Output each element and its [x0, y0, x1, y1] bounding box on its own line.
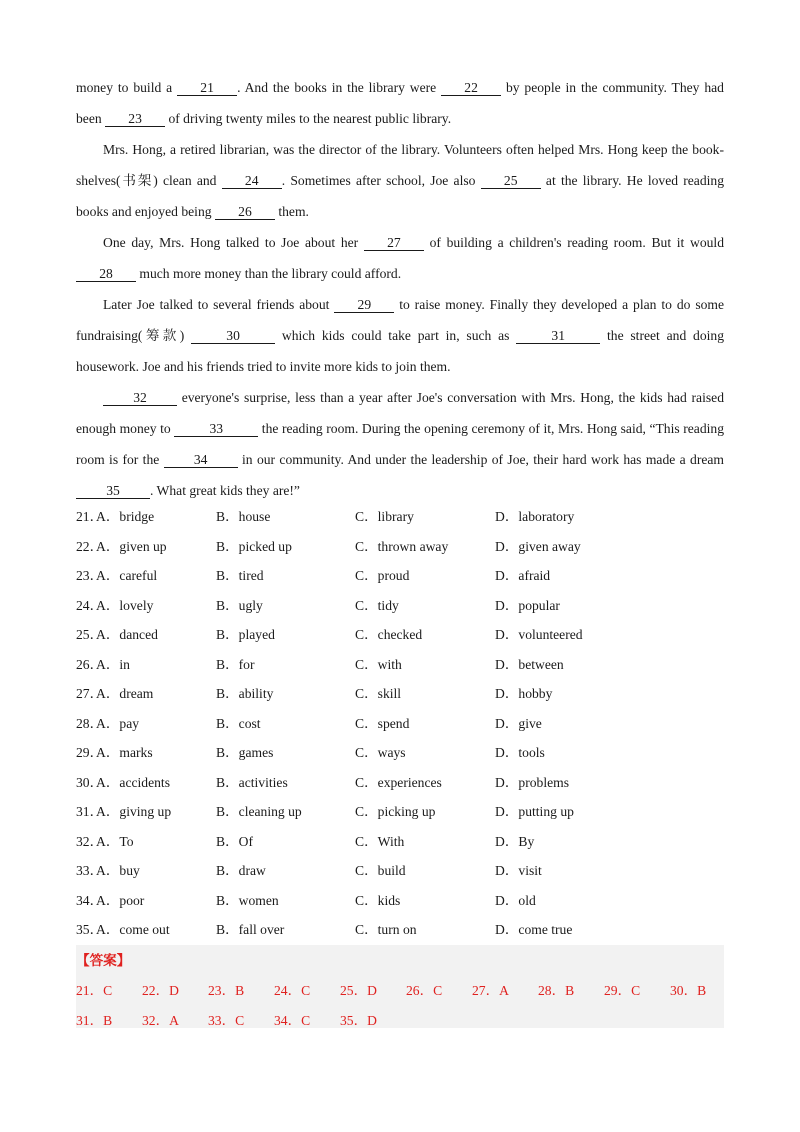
answer-item: 33．C — [208, 1013, 245, 1028]
option-b: B．ugly — [216, 597, 263, 613]
question-number: 35． — [76, 922, 104, 937]
option-b: B．fall over — [216, 922, 285, 937]
paragraph-5: 32 everyone's surprise, less than a year after Joe's conversation with Mrs. Hong, the kids had raised enough money to 33 the reading room. During the opening ceremony of it, Mrs. Hong said, “This reading room is for the 34 in our community. And under the leadership of Joe, their hard work has made a dream 35 . What great kids they are!” — [76, 390, 724, 498]
answer-key — [76, 945, 724, 1028]
question-number: 27． — [76, 686, 104, 701]
answer-item: 28．B — [538, 983, 575, 998]
option-b: B．picked up — [216, 538, 292, 554]
question-row — [76, 917, 736, 947]
option-b: B．cleaning up — [216, 804, 302, 819]
question-number: 33． — [76, 863, 104, 878]
paragraph-1: money to build a 21 . And the books in the library were 22 by people in the community. They had been 23 of driving twenty miles to the nearest public library. — [76, 80, 724, 126]
answer-item: 35．D — [340, 1013, 378, 1028]
option-c: C．proud — [355, 568, 410, 583]
option-c: C．ways — [355, 745, 406, 760]
question-number: 22． — [76, 538, 104, 554]
blank-31: 31 — [516, 328, 600, 344]
option-b: B．cost — [216, 715, 261, 731]
option-d: D．between — [495, 656, 564, 672]
question-row — [76, 622, 736, 652]
blank-35: 35 — [76, 483, 150, 499]
option-d: D．old — [495, 892, 536, 908]
blank-30: 30 — [191, 328, 275, 344]
blank-32: 32 — [103, 390, 177, 406]
option-a: A．in — [96, 656, 130, 672]
option-d: D．putting up — [495, 804, 574, 819]
question-number: 31． — [76, 804, 104, 819]
option-d: D．afraid — [495, 568, 551, 583]
option-d: D．popular — [495, 597, 560, 613]
question-number: 26． — [76, 656, 104, 672]
option-a: A．marks — [96, 745, 153, 760]
option-c: C．library — [355, 509, 414, 524]
answer-item: 31．B — [76, 1013, 113, 1028]
option-d: D．hobby — [495, 686, 553, 701]
option-d: D．volunteered — [495, 627, 583, 642]
answer-options — [76, 504, 736, 947]
question-number: 25． — [76, 627, 104, 642]
question-row — [76, 711, 736, 741]
blank-22: 22 — [441, 80, 501, 96]
question-row — [76, 740, 736, 770]
question-number: 28． — [76, 715, 104, 731]
option-d: D．By — [495, 833, 535, 849]
option-d: D．given away — [495, 538, 581, 554]
question-row — [76, 681, 736, 711]
paragraph-4: Later Joe talked to several friends about 29 to raise money. Finally they developed a plan to do some fundraising(筹款) 30 which kids could take part in, such as 31 the street and doing housework. Joe and his friends tried to invite more kids to join them. — [76, 297, 725, 374]
option-b: B．house — [216, 509, 271, 524]
question-row — [76, 858, 736, 888]
option-d: D．come true — [495, 922, 573, 937]
cloze-passage — [76, 72, 724, 506]
question-row — [76, 534, 736, 564]
option-a: A．pay — [96, 715, 140, 731]
question-row — [76, 504, 736, 534]
option-c: C．with — [355, 656, 402, 672]
option-c: C．skill — [355, 686, 402, 701]
option-a: A．lovely — [96, 597, 154, 613]
question-row — [76, 770, 736, 800]
answer-item: 32．A — [142, 1013, 180, 1028]
question-number: 32． — [76, 833, 104, 849]
option-c: C．With — [355, 833, 405, 849]
answer-item: 34．C — [274, 1013, 311, 1028]
option-c: C．spend — [355, 715, 410, 731]
question-row — [76, 799, 736, 829]
blank-29: 29 — [334, 297, 394, 313]
option-d: D．problems — [495, 774, 570, 790]
option-a: A．giving up — [96, 804, 172, 819]
question-row — [76, 888, 736, 918]
option-a: A．dream — [96, 686, 154, 701]
option-b: B．women — [216, 892, 279, 908]
question-row — [76, 829, 736, 859]
option-c: C．kids — [355, 892, 401, 908]
blank-34: 34 — [164, 452, 238, 468]
question-number: 21． — [76, 509, 104, 524]
option-b: B．played — [216, 627, 275, 642]
blank-27: 27 — [364, 235, 424, 251]
option-a: A．given up — [96, 538, 167, 554]
question-row — [76, 652, 736, 682]
option-a: A．bridge — [96, 509, 155, 524]
option-d: D．give — [495, 715, 542, 731]
option-d: D．visit — [495, 863, 542, 878]
option-a: A．careful — [96, 568, 158, 583]
option-c: C．tidy — [355, 597, 399, 613]
option-a: A．danced — [96, 627, 158, 642]
blank-25: 25 — [481, 173, 541, 189]
option-a: A．To — [96, 833, 134, 849]
question-number: 29． — [76, 745, 104, 760]
option-b: B．games — [216, 745, 274, 760]
paragraph-3: One day, Mrs. Hong talked to Joe about her 27 of building a children's reading room. But it would 28 much more money than the library could afford. — [76, 227, 724, 289]
question-number: 30． — [76, 774, 104, 790]
option-a: A．accidents — [96, 774, 170, 790]
question-row — [76, 563, 736, 593]
blank-28: 28 — [76, 266, 136, 282]
option-c: C．experiences — [355, 774, 442, 790]
blank-26: 26 — [215, 204, 275, 220]
option-b: B．Of — [216, 833, 254, 849]
option-b: B．for — [216, 656, 255, 672]
question-number: 23． — [76, 568, 104, 583]
option-d: D．tools — [495, 745, 545, 760]
answer-item: 22．D — [142, 983, 180, 998]
answer-item: 30．B — [670, 983, 707, 998]
blank-21: 21 — [177, 80, 237, 96]
blank-33: 33 — [174, 421, 258, 437]
question-number: 34． — [76, 892, 104, 908]
answer-item: 29．C — [604, 983, 641, 998]
blank-24: 24 — [222, 173, 282, 189]
answer-item: 21．C — [76, 983, 113, 998]
option-a: A．poor — [96, 892, 145, 908]
question-number: 24． — [76, 597, 104, 613]
option-b: B．activities — [216, 774, 288, 790]
answer-item: 25．D — [340, 983, 378, 998]
option-c: C．picking up — [355, 804, 436, 819]
option-c: C．turn on — [355, 922, 417, 937]
option-c: C．build — [355, 863, 406, 878]
option-b: B．tired — [216, 568, 264, 583]
option-a: A．come out — [96, 922, 170, 937]
question-row — [76, 593, 736, 623]
option-a: A．buy — [96, 863, 140, 878]
option-b: B．ability — [216, 686, 274, 701]
answer-item: 27．A — [472, 983, 510, 998]
paragraph-2: Mrs. Hong, a retired librarian, was the director of the library. Volunteers often helped Mrs. Hong keep the book-shelves(书架) clean and 24 . Sometimes after school, Joe also 25 at the library. He loved reading books and enjoyed being 26 them. — [76, 142, 725, 219]
answer-item: 26．C — [406, 983, 443, 998]
answer-title: 【答案】 — [76, 953, 131, 969]
blank-23: 23 — [105, 111, 165, 127]
answer-item: 23．B — [208, 983, 245, 998]
option-c: C．checked — [355, 627, 423, 642]
option-b: B．draw — [216, 863, 266, 878]
option-c: C．thrown away — [355, 538, 449, 554]
option-d: D．laboratory — [495, 509, 575, 524]
answer-item: 24．C — [274, 983, 311, 998]
